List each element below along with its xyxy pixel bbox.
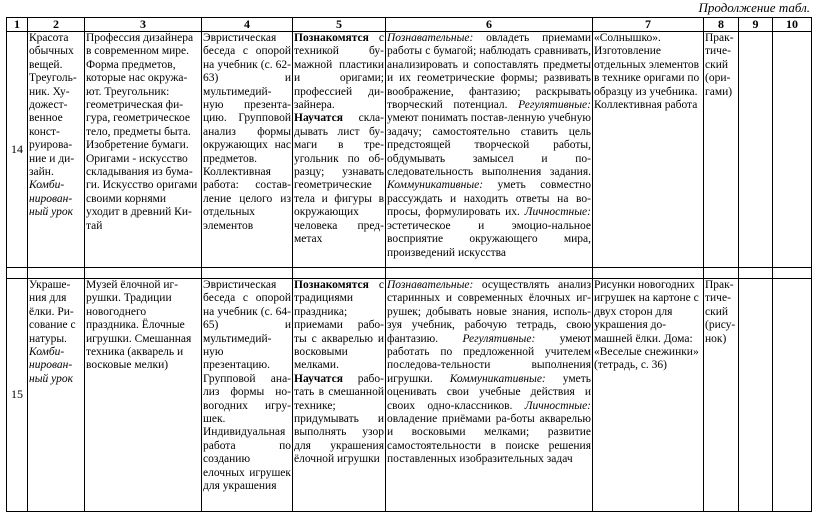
teaching-methods: Эвристическая беседа с опорой на учебник (с. 64-65) и мультимедий-ную презентацию. Групповой ана-лиз формы но-вогодних игру-шек. Индивидуальная работа по созданию елочных игрушек для украшения <box>202 279 293 512</box>
column-header: 9 <box>739 18 773 32</box>
spacer-cell <box>85 268 202 279</box>
lesson-number: 14 <box>7 32 28 268</box>
lesson-type: Комби-нирован-ный урок <box>29 346 73 385</box>
cognitive-label: Познавательные: <box>387 32 474 44</box>
learning-activities-cell <box>386 32 593 268</box>
spacer-cell <box>704 268 739 279</box>
regulatory-label: Регулятивные: <box>462 332 536 345</box>
column-number-header-row <box>7 18 812 32</box>
communicative-label: Коммуникативные: <box>449 372 546 385</box>
teaching-methods: Эвристическая беседа с опорой на учебник (с. 62-63) и мультимедий-ную презента-цию. Групповой анализ формы окружающих нас предметов. Коллективная работа: состав-ление целого из отдельных элементов <box>202 32 293 268</box>
cognitive-text: овладеть приемами работы с бумагой; наблюдать сравнивать, анализировать и сопоставлять предметы и их геометрические формы; развивать воображение, фантазию; раскрывать творческий потенциал. <box>387 32 591 112</box>
control-type: Прак-тиче-ский (рису-нок) <box>704 279 739 512</box>
lesson-plan-table <box>6 17 812 512</box>
column-header: 10 <box>773 18 812 32</box>
communicative-label: Коммуникативные: <box>387 179 484 192</box>
regulatory-text: умеют понимать постав-ленную учебную задачу; самостоятельно ставить цель предстоящей творческой работы, обдумывать замысел и по-следовательность выполнения задания. <box>387 112 591 179</box>
column-header: 7 <box>593 18 704 32</box>
table-spacer-row <box>7 268 812 279</box>
personal-label: Личностные: <box>524 206 591 219</box>
lesson-topic-cell <box>28 32 85 268</box>
column-header: 5 <box>293 18 386 32</box>
spacer-cell <box>293 268 386 279</box>
results-heading-learn: Познакомятся <box>294 32 369 44</box>
empty-cell-9 <box>739 32 773 268</box>
regulatory-text: умеют работать по предложенной учителем последова-тельности выполнения игрушки. <box>387 332 592 385</box>
practical-work: Рисунки новогодних игрушек на картоне с двух сторон для украшения до-машней ёлки. Дома: «Веселые снежинки» (тетрадь, с. 36) <box>593 279 704 512</box>
column-header: 4 <box>202 18 293 32</box>
learning-activities-cell <box>386 279 593 512</box>
column-header: 8 <box>704 18 739 32</box>
results-text-learn: с традициями праздника; приемами рабо-ты с акварелью и восковыми мелками. <box>294 279 384 372</box>
empty-cell-9 <box>739 279 773 512</box>
empty-cell-10 <box>773 279 812 512</box>
spacer-cell <box>593 268 704 279</box>
spacer-cell <box>28 268 85 279</box>
lesson-number: 15 <box>7 279 28 512</box>
communicative-text: уметь совместно рассуждать и находить ответы на во-просы, формулировать их. <box>387 179 591 219</box>
results-heading-skills: Научатся <box>294 372 343 385</box>
cognitive-text: осуществлять анализ старинных и современных ёлочных иг-рушек; добывать новые знания, исполь-зуя учебник, рабочую тетрадь, свою фантазию. <box>387 279 591 345</box>
results-text-learn: с техникой бу-мажной пластики и оригами; профессией ди-зайнера. <box>294 32 384 112</box>
spacer-cell <box>739 268 773 279</box>
personal-text: овладение приёмами ра-боты акварелью и восковыми мелками; развитие самостоятельности в поиске решения поставленных изобразительных задач <box>387 413 591 466</box>
results-heading-skills: Научатся <box>294 112 343 125</box>
cognitive-label: Познавательные: <box>387 279 474 291</box>
table-continuation-caption: Продолжение табл. <box>698 0 810 15</box>
personal-text: эстетическое и эмоцио-нальное восприятие окружающего мира, произведений искусства <box>387 219 591 259</box>
lesson-topic: Красота обычных вещей. Треуголь-ник. Ху-дожест-венное конст-руирова-ние и ди-зайн. <box>29 32 77 179</box>
column-header: 2 <box>28 18 85 32</box>
subject-results-cell <box>293 32 386 268</box>
practical-work: «Солнышко». Изготовление отдельных элементов в технике оригами по образцу из учебника. Коллективная работа <box>593 32 704 268</box>
spacer-cell <box>386 268 593 279</box>
results-text-skills: рабо-тать в смешанной технике; придумывать и выполнять узор для украшения ёлочной игрушки <box>294 372 384 466</box>
spacer-cell <box>773 268 812 279</box>
empty-cell-10 <box>773 32 812 268</box>
control-type: Прак-тиче-ский (ори-гами) <box>704 32 739 268</box>
column-header: 1 <box>7 18 28 32</box>
lesson-content: Музей ёлочной иг-рушки. Традиции новогоднего праздника. Ёлочные игрушки. Смешанная техника (акварель и восковые мелки) <box>85 279 202 512</box>
table-row <box>7 279 812 512</box>
results-text-skills: скла-дывать лист бу-маги в тре-угольник по об-разцу; узнавать геометрические тела и фигуры в окружающих человека пред-метах <box>294 112 384 246</box>
column-header: 3 <box>85 18 202 32</box>
lesson-type: Комби-нирован-ный урок <box>29 179 73 219</box>
personal-label: Личностные: <box>524 399 592 412</box>
communicative-text: уметь оценивать свои учебные действия и своих одно-классников. <box>387 372 592 412</box>
table-row <box>7 32 812 268</box>
regulatory-label: Регулятивные: <box>518 99 591 112</box>
spacer-cell <box>202 268 293 279</box>
spacer-cell <box>7 268 28 279</box>
lesson-topic-cell <box>28 279 85 512</box>
lesson-content: Профессия дизайнера в современном мире. Форма предметов, которые нас окружа-ют. Треугольник: геометрическая фи-гура, геометрическое тело, предметы быта. Изобретение бумаги. Оригами - искусство складывания из бума-ги. Искусство оригами своими корнями уходит в древний Ки-тай <box>85 32 202 268</box>
lesson-topic: Украше-ния для ёлки. Ри-сование с натуры. <box>29 279 76 345</box>
subject-results-cell <box>293 279 386 512</box>
results-heading-learn: Познакомятся <box>294 279 369 291</box>
column-header: 6 <box>386 18 593 32</box>
